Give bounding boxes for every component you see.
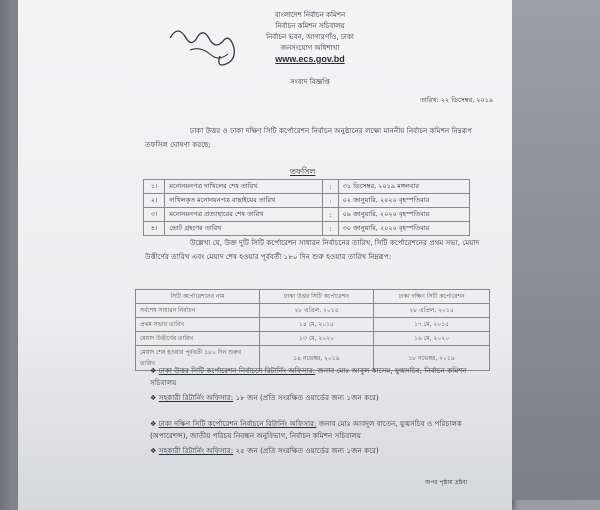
- cell-date: ৩০ জানুয়ারি, ২০২০ বৃহস্পতিবার: [338, 222, 469, 236]
- table-row: [136, 332, 490, 346]
- column-header: ঢাকা দক্ষিণ সিটি কর্পোরেশন: [374, 290, 490, 304]
- bullet-label: ঢাকা দক্ষিণ সিটি কর্পোরেশন নির্বাচনে রিটার্নিং অফিসার:: [158, 419, 317, 428]
- cell-item: ভোট গ্রহণের তারিখ: [165, 222, 323, 236]
- table-row: [144, 194, 470, 208]
- cell-sep: :: [323, 222, 338, 236]
- table-cell: সর্বশেষ সাধারন নির্বাচন: [136, 304, 260, 318]
- background-surface: [512, 0, 600, 500]
- cell-no: ১।: [144, 180, 165, 194]
- bullet-icon: ❖: [150, 419, 159, 428]
- cell-no: ৩।: [144, 208, 165, 222]
- bullet-icon: ❖: [150, 446, 159, 455]
- date: তারিখ: ২২ ডিসেম্বর, ২০১৯: [420, 96, 494, 104]
- table-cell: ১৭ মে, ২০১৫: [374, 318, 490, 332]
- website-link[interactable]: www.ecs.gov.bd: [275, 54, 345, 64]
- letterhead: [200, 10, 420, 88]
- bullet-item: [150, 445, 480, 457]
- note-paragraph: উল্লেখ্য যে, উক্ত দুটি সিটি কর্পোরেশন সাধারন নির্বাচনের তারিখ, সিটি কর্পোরেশনের প্রথম সভা, মেয়াদ উত্তীর্ণের তারিখ এবং মেয়াদ শেষ হওয়ার পূর্ববর্তী ১৮০ দিন শুরু হওয়ার তারিখ নিম্নরূপ:: [145, 238, 480, 261]
- bullet-item: [150, 392, 480, 404]
- table-row: [144, 222, 470, 236]
- cell-sep: :: [323, 208, 338, 222]
- table-row: [136, 318, 490, 332]
- header-row: [136, 290, 490, 304]
- table-cell: ২৮ এপ্রিল, ২০১৫: [374, 304, 490, 318]
- table-cell: মেয়াদ উত্তীর্ণের তারিখ: [136, 332, 260, 346]
- cell-item: মনোনয়নপত্র প্রত্যাহারের শেষ তারিখ: [165, 208, 323, 222]
- secretariat: নির্বাচন কমিশন সচিবালয়: [275, 22, 345, 30]
- bullet-text: জনাব মোঃ আবদুল বাতেন, যুগ্মসচিব ও পরিচালক (অপারেশন্স), জাতীয় পরিচয় নিবন্ধন অনুবিভাগ, নির্বাচন কমিশন সচিবালয়: [150, 419, 462, 440]
- table-cell: ১৩ মে, ২০২০: [259, 332, 373, 346]
- corporation-table: [135, 289, 490, 371]
- cell-date: ০৯ জানুয়ারি, ২০২০ বৃহস্পতিবার: [338, 208, 469, 222]
- bullet-icon: ❖: [150, 393, 159, 402]
- table-cell: ২৮ এপ্রিল, ২০১৫: [259, 304, 373, 318]
- bullet-item: [150, 365, 480, 389]
- table-cell: মেয়াদ শেষ হওয়ার পূর্ববর্তী ১৮০ দিন শুরুর তারিখ: [136, 346, 260, 371]
- bullet-label: সহকারী রিটার্নিং অফিসার:: [158, 393, 234, 402]
- footer-note: অপর পৃষ্ঠায় দ্রষ্টব্য: [425, 479, 468, 486]
- table-row: [144, 208, 470, 222]
- cell-sep: :: [323, 180, 338, 194]
- table-cell: ১৪ নভেম্বর, ২০১৯: [259, 346, 373, 371]
- table-row: [144, 180, 470, 194]
- table-row: [136, 304, 490, 318]
- bullet-text: ২৫ জন (প্রতি সংরক্ষিত ওয়ার্ডের জন্য ১জন করে): [233, 446, 379, 455]
- column-header: ঢাকা উত্তর সিটি কর্পোরেশন: [259, 290, 373, 304]
- document-title: সংবাদ বিজ্ঞপ্তি: [290, 78, 330, 86]
- cell-item: দাখিলকৃত মনোনয়নপত্র বাছাইয়ের তারিখ: [165, 194, 323, 208]
- cell-date: ০২ জানুয়ারি, ২০২০ বৃহস্পতিবার: [338, 194, 469, 208]
- bullet-list: [150, 365, 480, 460]
- schedule-title: তফসিল: [290, 167, 316, 176]
- intro-paragraph: ঢাকা উত্তর ও ঢাকা দক্ষিণ সিটি কর্পোরেশন নির্বাচন অনুষ্ঠানের লক্ষ্যে মাননীয় নির্বাচন কমিশন নিম্নরূপ তফসিল ঘোষণা করছে:: [145, 126, 473, 149]
- table-cell: প্রথম সভার তারিখ: [136, 318, 260, 332]
- bullet-text: ১৮ জন (প্রতি সংরক্ষিত ওয়ার্ডের জন্য ১জন করে): [233, 393, 379, 402]
- cell-sep: :: [323, 194, 338, 208]
- schedule-table: [143, 179, 470, 236]
- bullet-text: জনাব মোঃ আবুল কাসেম, যুগ্মসচিব, নির্বাচন কমিশন সচিবালয়: [150, 366, 467, 387]
- address: নির্বাচন ভবন, আগারগাঁও, ঢাকা: [266, 33, 354, 41]
- table-cell: ১৮ নভেম্বর, ২০১৯: [374, 346, 490, 371]
- column-header: সিটি কর্পোরেশনের নাম: [136, 290, 260, 304]
- table-cell: ১৪ মে, ২০১৫: [259, 318, 373, 332]
- bullet-item: [150, 418, 480, 442]
- cell-no: ২।: [144, 194, 165, 208]
- bullet-label: ঢাকা উত্তর সিটি কর্পোরেশন নির্বাচনে রিটার্নিং অফিসার:: [158, 366, 316, 375]
- cell-date: ৩১ ডিসেম্বর, ২০১৯ মঙ্গলবার: [338, 180, 469, 194]
- cell-item: মনোনয়নপত্র দাখিলের শেষ তারিখ: [165, 180, 323, 194]
- division: জনসংযোগ অধিশাখা: [280, 44, 340, 52]
- table-cell: ১৬ মে, ২০২০: [374, 332, 490, 346]
- org-name: বাংলাদেশ নির্বাচন কমিশন: [274, 11, 346, 19]
- bullet-label: সহকারী রিটার্নিং অফিসার:: [158, 446, 234, 455]
- cell-no: ৪।: [144, 222, 165, 236]
- bullet-icon: ❖: [150, 366, 159, 375]
